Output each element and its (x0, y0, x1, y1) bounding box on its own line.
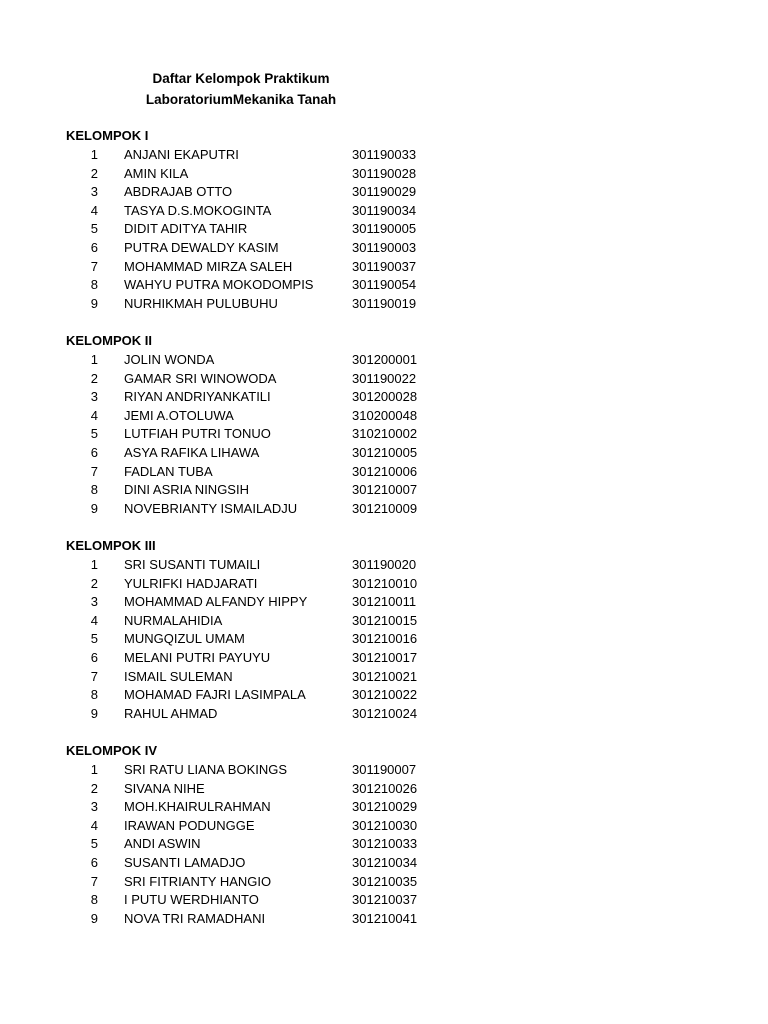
member-name: MELANI PUTRI PAYUYU (124, 650, 271, 665)
member-number: 8 (90, 687, 98, 703)
member-row (0, 630, 768, 649)
member-number: 6 (90, 650, 98, 665)
member-row (0, 761, 768, 780)
member-row (0, 686, 768, 705)
member-row (0, 649, 768, 668)
member-number: 8 (90, 892, 98, 908)
member-student-id: 301190007 (352, 762, 417, 777)
member-row (0, 780, 768, 799)
title-line-1: Daftar Kelompok Praktikum (152, 71, 330, 86)
member-name: ASYA RAFIKA LIHAWA (124, 445, 260, 460)
member-name: AMIN KILA (124, 165, 189, 181)
member-number: 9 (90, 705, 98, 721)
member-row (0, 873, 768, 892)
member-row (0, 183, 768, 202)
member-name: MUNGQIZUL UMAM (124, 631, 245, 647)
member-name: NURHIKMAH PULUBUHU (124, 295, 278, 311)
member-row (0, 351, 768, 370)
member-row (0, 388, 768, 407)
member-student-id: 301210024 (352, 705, 418, 721)
member-name: GAMAR SRI WINOWODA (124, 370, 277, 386)
member-student-id: 301210029 (352, 799, 418, 815)
member-student-id: 301200001 (352, 352, 418, 367)
member-number: 6 (90, 855, 98, 870)
member-student-id: 301210041 (352, 910, 418, 926)
member-name: FADLAN TUBA (124, 463, 213, 479)
member-number: 1 (90, 762, 98, 777)
member-name: MOHAMMAD ALFANDY HIPPY (124, 594, 308, 610)
member-student-id: 301210015 (352, 612, 418, 628)
member-name: NOVEBRIANTY ISMAILADJU (124, 500, 298, 516)
member-row (0, 239, 768, 258)
member-number: 1 (90, 147, 98, 162)
member-number: 9 (90, 500, 98, 516)
member-number: 3 (90, 799, 98, 815)
member-number: 8 (90, 482, 98, 498)
member-number: 3 (90, 389, 98, 405)
member-name: MOH.KHAIRULRAHMAN (124, 799, 271, 815)
member-row (0, 500, 768, 519)
member-number: 4 (90, 202, 98, 218)
group-heading: KELOMPOK I (66, 128, 149, 143)
member-name: SUSANTI LAMADJO (124, 855, 246, 870)
member-name: JOLIN WONDA (124, 352, 215, 367)
member-student-id: 301210035 (352, 873, 418, 889)
member-name: LUTFIAH PUTRI TONUO (124, 426, 271, 442)
member-student-id: 301190005 (352, 221, 417, 237)
member-student-id: 301190003 (352, 240, 417, 255)
member-student-id: 301210009 (352, 500, 418, 516)
member-number: 1 (90, 557, 98, 572)
member-student-id: 301210017 (352, 650, 418, 665)
member-number: 2 (90, 165, 98, 181)
member-student-id: 301190034 (352, 202, 417, 218)
member-student-id: 301190037 (352, 258, 417, 274)
member-name: YULRIFKI HADJARATI (124, 575, 258, 591)
member-name: SRI RATU LIANA BOKINGS (124, 762, 288, 777)
member-row (0, 276, 768, 295)
member-student-id: 301210007 (352, 482, 418, 498)
member-row (0, 295, 768, 314)
member-number: 2 (90, 780, 98, 796)
member-student-id: 310210002 (352, 426, 418, 442)
member-row (0, 593, 768, 612)
member-student-id: 301210022 (352, 687, 418, 703)
member-number: 7 (90, 873, 98, 889)
member-number: 2 (90, 575, 98, 591)
member-name: ANDI ASWIN (124, 836, 201, 852)
member-number: 8 (90, 277, 98, 293)
member-student-id: 310200048 (352, 407, 418, 423)
member-number: 6 (90, 445, 98, 460)
member-name: MOHAMAD FAJRI LASIMPALA (124, 687, 306, 703)
member-student-id: 301210021 (352, 668, 418, 684)
member-name: RIYAN ANDRIYANKATILI (124, 389, 271, 405)
member-row (0, 202, 768, 221)
member-number: 9 (90, 295, 98, 311)
member-name: IRAWAN PODUNGGE (124, 817, 255, 833)
member-row (0, 910, 768, 929)
member-name: PUTRA DEWALDY KASIM (124, 240, 279, 255)
member-number: 1 (90, 352, 98, 367)
member-student-id: 301210034 (352, 855, 418, 870)
member-number: 3 (90, 594, 98, 610)
member-name: JEMI A.OTOLUWA (124, 407, 234, 423)
member-student-id: 301210005 (352, 445, 418, 460)
member-row (0, 258, 768, 277)
member-number: 4 (90, 817, 98, 833)
member-name: SRI SUSANTI TUMAILI (124, 557, 261, 572)
member-row (0, 370, 768, 389)
member-name: SRI FITRIANTY HANGIO (124, 873, 272, 889)
title-line-2: LaboratoriumMekanika Tanah (145, 92, 337, 107)
member-student-id: 301200028 (352, 389, 418, 405)
member-name: NURMALAHIDIA (124, 612, 223, 628)
member-row (0, 798, 768, 817)
member-row (0, 463, 768, 482)
group-heading: KELOMPOK IV (66, 743, 158, 758)
member-number: 4 (90, 407, 98, 423)
member-student-id: 301190028 (352, 165, 417, 181)
member-number: 7 (90, 258, 98, 274)
member-student-id: 301210037 (352, 892, 418, 908)
member-student-id: 301190054 (352, 277, 417, 293)
member-student-id: 301210011 (352, 594, 417, 610)
member-name: NOVA TRI RAMADHANI (124, 910, 266, 926)
member-row (0, 575, 768, 594)
member-student-id: 301210030 (352, 817, 418, 833)
member-row (0, 220, 768, 239)
member-row (0, 891, 768, 910)
member-student-id: 301190033 (352, 147, 417, 162)
member-student-id: 301190029 (352, 184, 417, 200)
member-name: TASYA D.S.MOKOGINTA (124, 202, 272, 218)
member-row (0, 705, 768, 724)
member-row (0, 481, 768, 500)
member-name: MOHAMMAD MIRZA SALEH (124, 258, 293, 274)
member-number: 4 (90, 612, 98, 628)
member-row (0, 854, 768, 873)
member-row (0, 425, 768, 444)
member-name: ANJANI EKAPUTRI (124, 147, 239, 162)
member-row (0, 407, 768, 426)
member-student-id: 301210010 (352, 575, 418, 591)
member-number: 3 (90, 184, 98, 200)
member-number: 9 (90, 910, 98, 926)
group-heading: KELOMPOK III (66, 538, 156, 553)
member-name: DINI ASRIA NINGSIH (124, 482, 249, 498)
member-row (0, 165, 768, 184)
member-name: RAHUL AHMAD (124, 705, 218, 721)
member-name: SIVANA NIHE (124, 780, 205, 796)
group-heading: KELOMPOK II (66, 333, 152, 348)
member-name: I PUTU WERDHIANTO (124, 892, 259, 908)
member-student-id: 301210026 (352, 780, 418, 796)
member-row (0, 146, 768, 165)
member-row (0, 556, 768, 575)
member-student-id: 301210033 (352, 836, 418, 852)
member-number: 5 (90, 631, 98, 647)
member-number: 6 (90, 240, 98, 255)
member-row (0, 817, 768, 836)
member-row (0, 668, 768, 687)
member-student-id: 301190020 (352, 557, 417, 572)
member-student-id: 301210006 (352, 463, 418, 479)
member-name: ISMAIL SULEMAN (124, 668, 233, 684)
member-row (0, 835, 768, 854)
member-name: ABDRAJAB OTTO (124, 184, 233, 200)
member-number: 5 (90, 836, 98, 852)
member-student-id: 301190019 (352, 295, 417, 311)
member-number: 5 (90, 221, 98, 237)
member-row (0, 612, 768, 631)
member-number: 7 (90, 463, 98, 479)
member-student-id: 301210016 (352, 631, 418, 647)
member-name: WAHYU PUTRA MOKODOMPIS (124, 277, 314, 293)
member-student-id: 301190022 (352, 370, 417, 386)
member-number: 5 (90, 426, 98, 442)
member-row (0, 444, 768, 463)
member-number: 2 (90, 370, 98, 386)
member-name: DIDIT ADITYA TAHIR (124, 221, 248, 237)
member-number: 7 (90, 668, 98, 684)
